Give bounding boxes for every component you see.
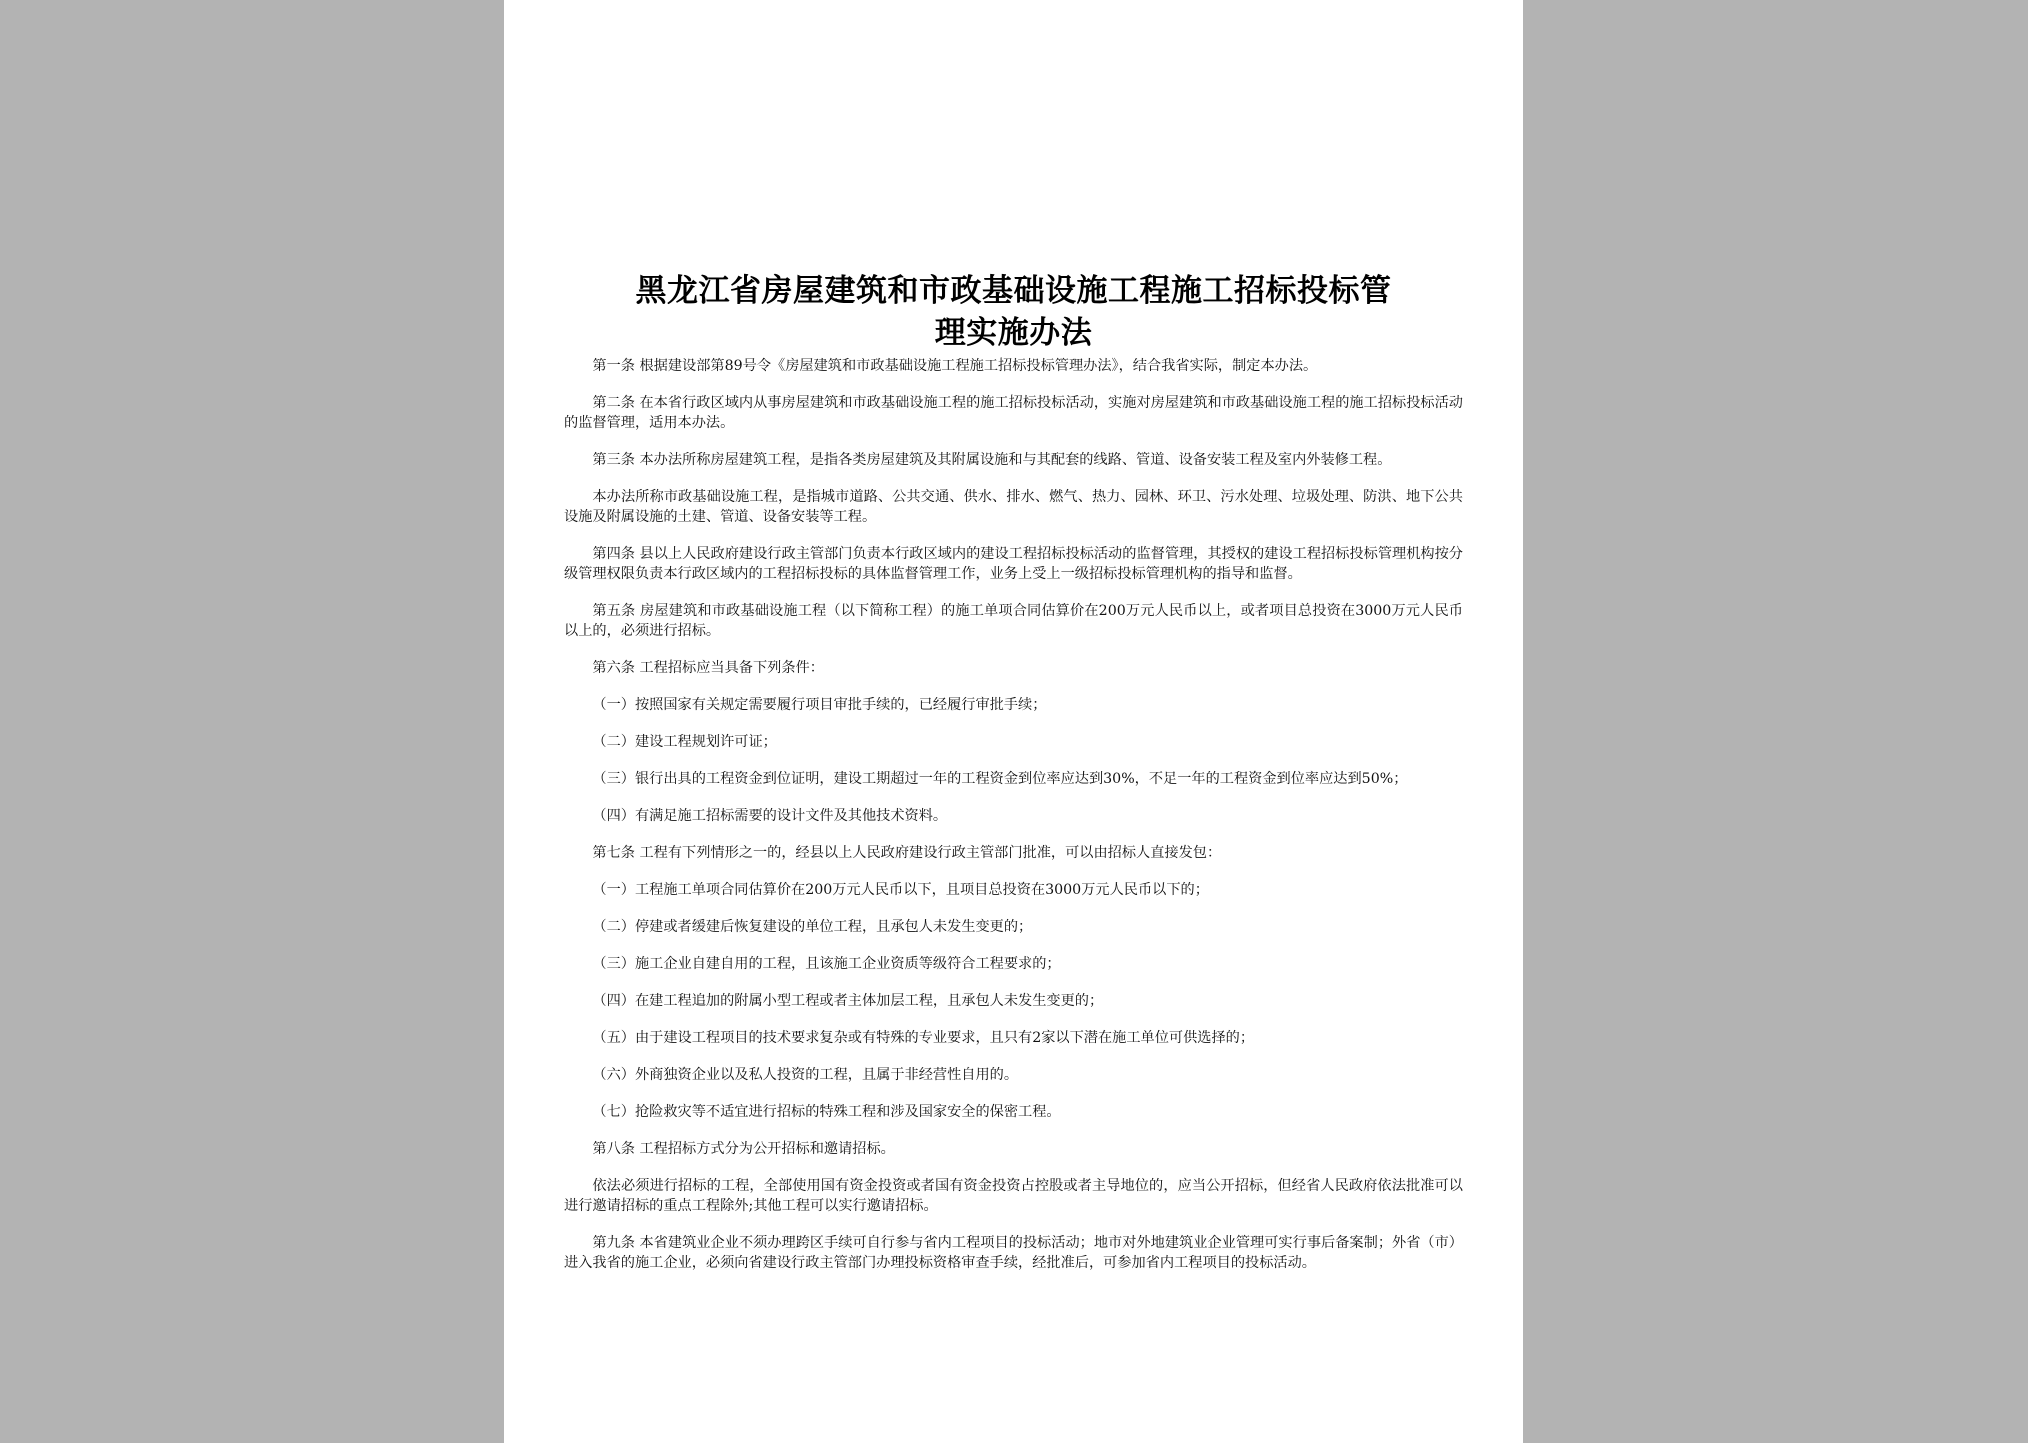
paragraph-article-7-item-5: （五）由于建设工程项目的技术要求复杂或有特殊的专业要求，且只有2家以下潜在施工单位可供选择的； [592,1030,1255,1046]
paragraph-article-9: 第九条 本省建筑业企业不须办理跨区手续可自行参与省内工程项目的投标活动；地市对外地建筑业企业管理可实行事后备案制；外省（市）进入我省的施工企业，必须向省建设行政主管部门办理投标资格审查手续，经批准后，可参加省内工程项目的投标活动。 [564,1235,1463,1271]
document-title [564,270,1463,354]
paragraph-article-6-item-1: （一）按照国家有关规定需要履行项目审批手续的，已经履行审批手续； [592,697,1047,713]
paragraph-article-5: 第五条 房屋建筑和市政基础设施工程（以下简称工程）的施工单项合同估算价在200万元人民币以上，或者项目总投资在3000万元人民币以上的，必须进行招标。 [564,603,1463,639]
paragraph-article-7-item-4: （四）在建工程追加的附属小型工程或者主体加层工程，且承包人未发生变更的； [592,993,1104,1009]
title-line-1: 黑龙江省房屋建筑和市政基础设施工程施工招标投标管 [635,273,1392,309]
paragraph-article-4: 第四条 县以上人民政府建设行政主管部门负责本行政区域内的建设工程招标投标活动的监督管理，其授权的建设工程招标投标管理机构按分级管理权限负责本行政区域内的工程招标投标的具体监督管理工作，业务上受上一级招标投标管理机构的指导和监督。 [564,546,1463,582]
document-page [504,0,1523,1443]
paragraph-article-7-item-1: （一）工程施工单项合同估算价在200万元人民币以下，且项目总投资在3000万元人民币以下的； [592,882,1209,898]
paragraph-article-6-item-3: （三）银行出具的工程资金到位证明，建设工期超过一年的工程资金到位率应达到30%，不足一年的工程资金到位率应达到50%； [592,771,1408,787]
paragraph-article-6-item-4: （四）有满足施工招标需要的设计文件及其他技术资料。 [592,808,948,824]
paragraph-article-6: 第六条 工程招标应当具备下列条件： [592,660,824,676]
paragraph-article-6-item-2: （二）建设工程规划许可证； [592,734,777,750]
paragraph-article-1: 第一条 根据建设部第89号令《房屋建筑和市政基础设施工程施工招标投标管理办法》，结合我省实际，制定本办法。 [592,358,1318,374]
paragraph-article-7-item-3: （三）施工企业自建自用的工程，且该施工企业资质等级符合工程要求的； [592,956,1061,972]
document-body [564,356,1463,1290]
paragraph-article-3-cont: 本办法所称市政基础设施工程，是指城市道路、公共交通、供水、排水、燃气、热力、园林、环卫、污水处理、垃圾处理、防洪、地下公共设施及附属设施的土建、管道、设备安装等工程。 [564,489,1463,525]
paragraph-article-7: 第七条 工程有下列情形之一的，经县以上人民政府建设行政主管部门批准，可以由招标人直接发包： [592,845,1222,861]
paragraph-article-3: 第三条 本办法所称房屋建筑工程，是指各类房屋建筑及其附属设施和与其配套的线路、管道、设备安装工程及室内外装修工程。 [592,452,1392,468]
paragraph-article-8: 第八条 工程招标方式分为公开招标和邀请招标。 [592,1141,895,1157]
paragraph-article-7-item-2: （二）停建或者缓建后恢复建设的单位工程，且承包人未发生变更的； [592,919,1033,935]
title-line-2: 理实施办法 [934,315,1093,351]
paragraph-article-7-item-6: （六）外商独资企业以及私人投资的工程，且属于非经营性自用的。 [592,1067,1019,1083]
paragraph-article-2: 第二条 在本省行政区域内从事房屋建筑和市政基础设施工程的施工招标投标活动，实施对房屋建筑和市政基础设施工程的施工招标投标活动的监督管理，适用本办法。 [564,395,1463,431]
paragraph-article-8-cont: 依法必须进行招标的工程，全部使用国有资金投资或者国有资金投资占控股或者主导地位的，应当公开招标，但经省人民政府依法批准可以进行邀请招标的重点工程除外;其他工程可以实行邀请招标。 [564,1178,1463,1214]
paragraph-article-7-item-7: （七）抢险救灾等不适宜进行招标的特殊工程和涉及国家安全的保密工程。 [592,1104,1061,1120]
